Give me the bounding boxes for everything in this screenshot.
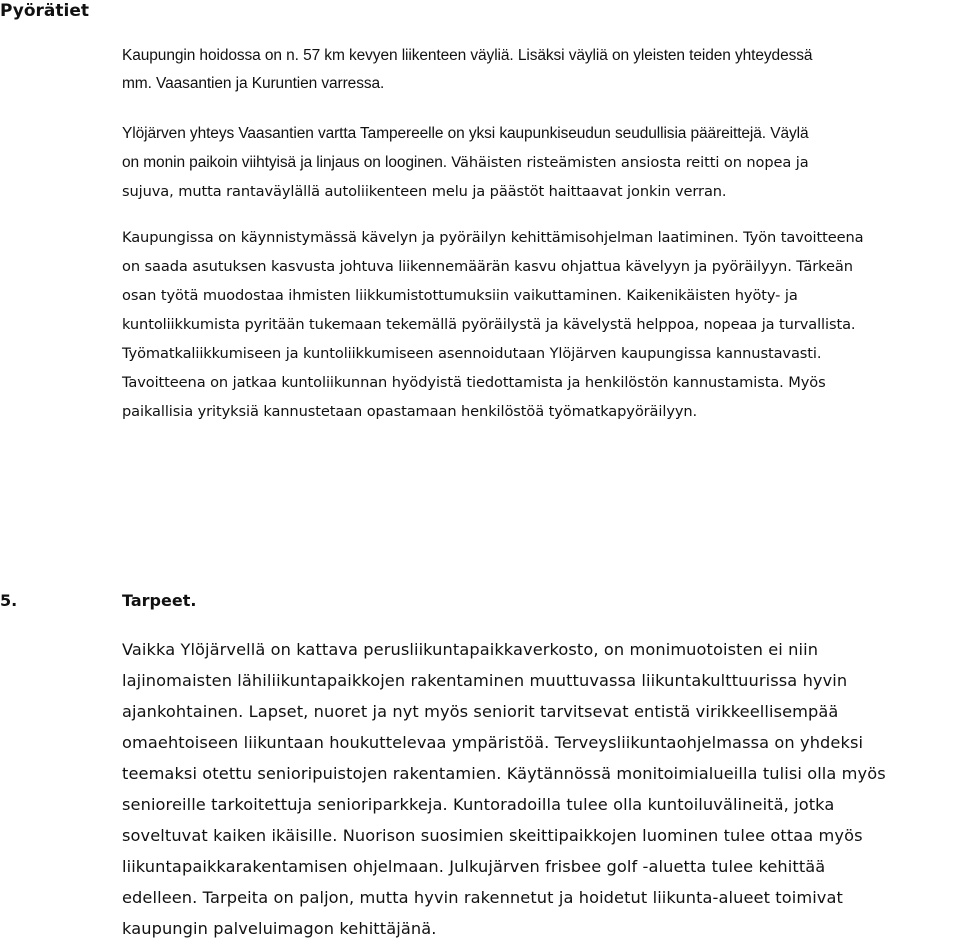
text-line [122,148,952,177]
chapter-title: Tarpeet. [122,591,197,610]
text-line: edelleen. Tarpeita on paljon, mutta hyvin rakennetut ja hoidetut liikunta-alueet toimivat [122,888,843,907]
text-segment: Vähäisten risteämisten ansiosta reitti on nopea ja [451,154,809,171]
text-line: Työmatkaliikkumiseen ja kuntoliikkumiseen asennoidutaan Ylöjärven kaupungissa kannustavasti. [122,345,822,362]
text-line: sujuva, mutta rantaväylällä autoliikenteen melu ja päästöt haittaavat jonkin verran. [122,183,727,200]
text-line: mm. Vaasantien ja Kuruntien varressa. [122,75,385,92]
text-line: on saada asutuksen kasvusta johtuva liikennemäärän kasvu ohjattua kävelyyn ja pyöräilyyn. Tärkeän [122,258,853,275]
chapter-number: 5. [0,591,18,610]
text-segment: on monin paikoin viihtyisä ja linjaus on looginen. [122,154,448,171]
text-line: Ylöjärven yhteys Vaasantien vartta Tampereelle on yksi kaupunkiseudun seudullisia pääreittejä. Väylä [122,125,809,142]
text-line: Kaupungin hoidossa on n. 57 km kevyen liikenteen väyliä. Lisäksi väyliä on yleisten teiden yhteydessä [122,47,813,64]
text-line: soveltuvat kaiken ikäisille. Nuorison suosimien skeittipaikkojen luominen tulee ottaa myös [122,826,863,845]
text-line: teemaksi otettu senioripuistojen rakentamien. Käytännössä monitoimialueilla tulisi olla myös [122,764,886,783]
paragraph-vaasantie-yhteys [122,119,952,206]
paragraph-tarpeet [122,634,952,944]
text-line: Vaikka Ylöjärvellä on kattava perusliikuntapaikkaverkosto, on monimuotoisten ei niin [122,640,819,659]
text-line: paikallisia yrityksiä kannustetaan opastamaan henkilöstöä työmatkapyöräilyyn. [122,403,698,420]
paragraph-kevyen-liikenteen-vaylat [122,42,952,98]
text-line: Tavoitteena on jatkaa kuntoliikunnan hyödyistä tiedottamista ja henkilöstön kannustamista. Myös [122,374,826,391]
text-line: kuntoliikkumista pyritään tukemaan tekemällä pyöräilystä ja kävelystä helppoa, nopeaa ja turvallista. [122,316,856,333]
chapter-heading [0,586,960,616]
paragraph-kehittamisohjelma [122,223,952,426]
text-line: omaehtoiseen liikuntaan houkuttelevaa ympäristöä. Terveysliikuntaohjelmassa on yhdeksi [122,733,864,752]
text-line: osan työtä muodostaa ihmisten liikkumistottumuksiin vaikuttaminen. Kaikenikäisten hyöty- ja [122,287,798,304]
text-line: ajankohtainen. Lapset, nuoret ja nyt myös seniorit tarvitsevat entistä virikkeellisempää [122,702,839,721]
text-line: Kaupungissa on käynnistymässä kävelyn ja pyöräilyn kehittämisohjelman laatiminen. Työn tavoitteena [122,229,864,246]
text-line: kaupungin palveluimagon kehittäjänä. [122,919,437,938]
text-line: liikuntapaikkarakentamisen ohjelmaan. Julkujärven frisbee golf -aluetta tulee kehittää [122,857,826,876]
text-line: lajinomaisten lähiliikuntapaikkojen rakentaminen muuttuvassa liikuntakulttuurissa hyvin [122,671,848,690]
section-heading: Pyörätiet [0,1,90,21]
text-line: senioreille tarkoitettuja senioriparkkeja. Kuntoradoilla tulee olla kuntoiluvälineitä, jotka [122,795,835,814]
